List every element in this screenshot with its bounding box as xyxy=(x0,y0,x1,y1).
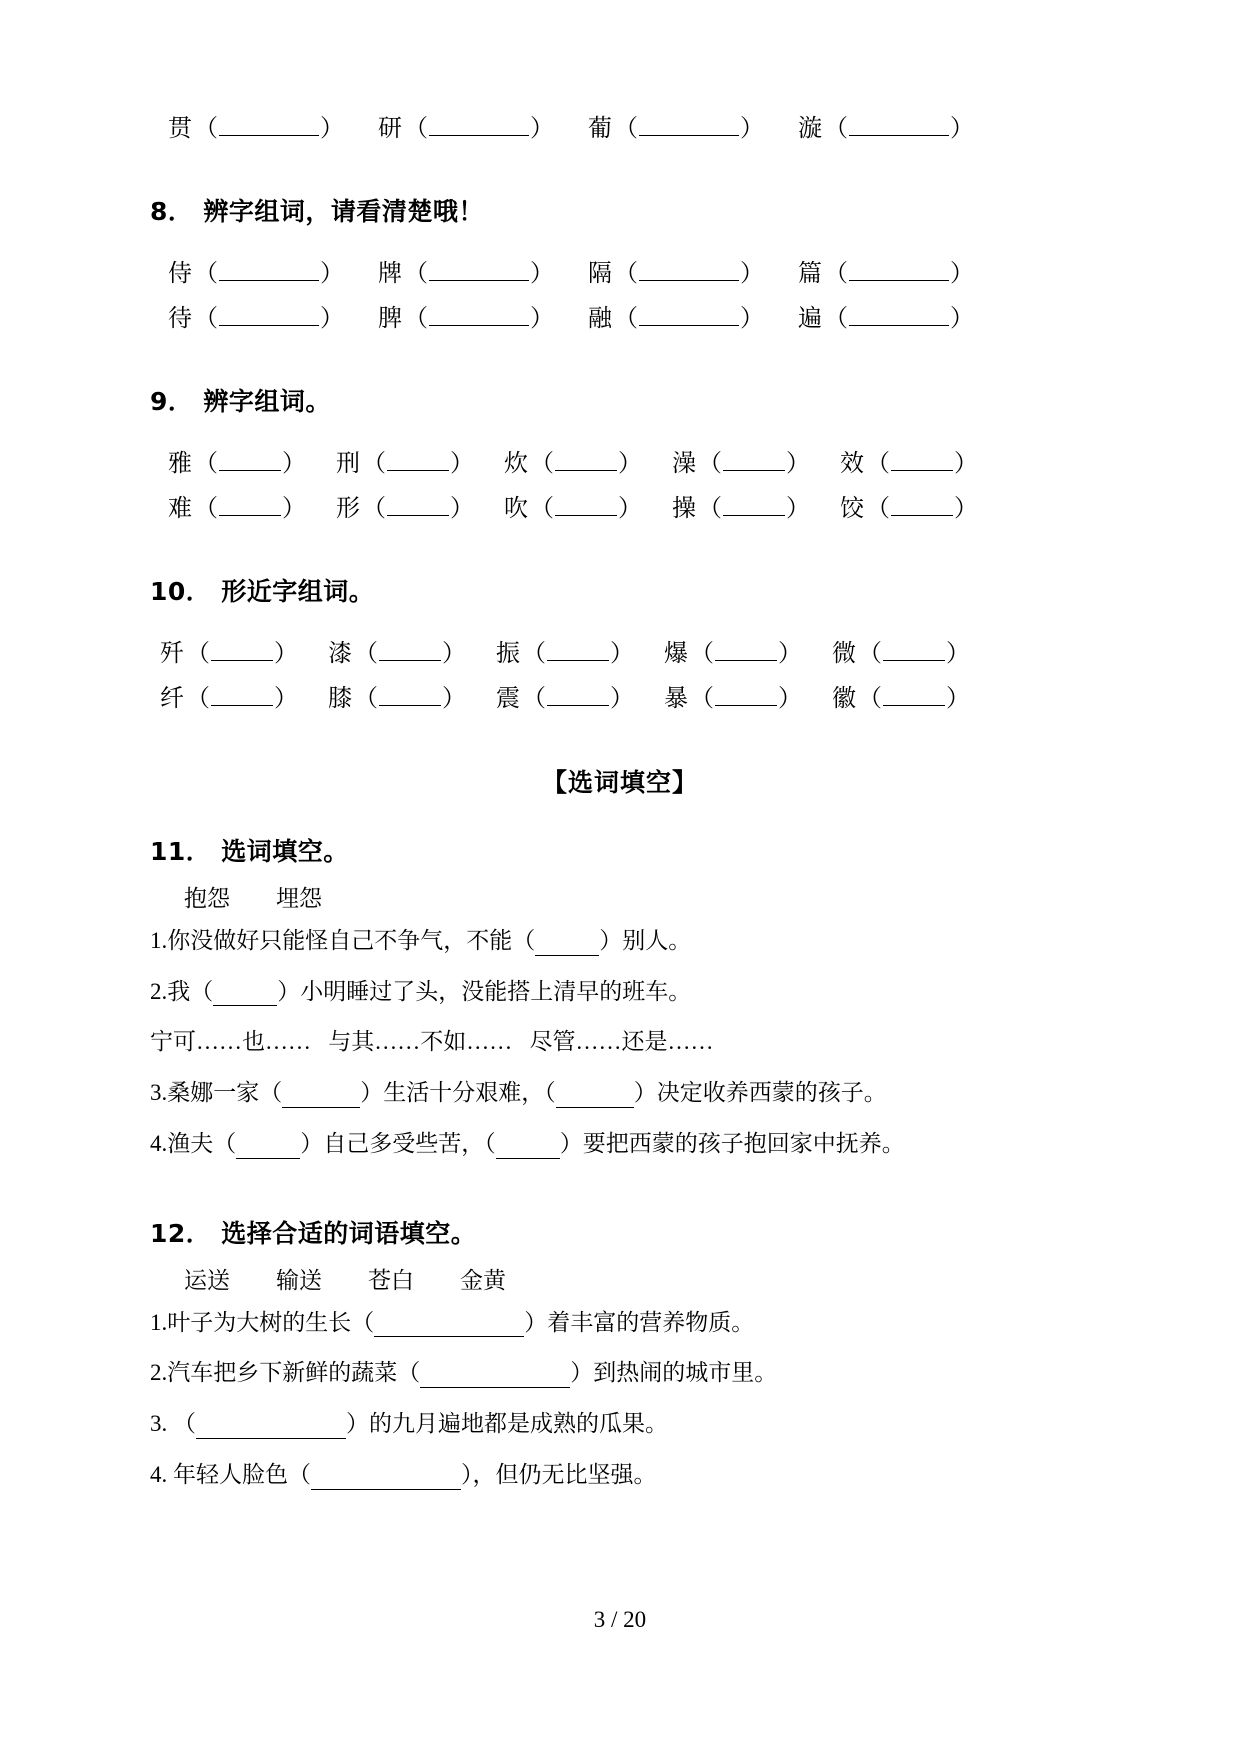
q11-word-bank-1: 抱怨 埋怨 xyxy=(184,886,322,912)
char-blank-cell xyxy=(336,490,474,521)
q12-sentence-3-pre: 3. （ xyxy=(150,1411,196,1437)
answer-blank[interactable] xyxy=(211,680,273,706)
answer-blank[interactable] xyxy=(547,680,609,706)
bracket-open: （ xyxy=(354,685,378,712)
answer-blank[interactable] xyxy=(496,1135,560,1159)
bracket-open: （ xyxy=(824,116,848,143)
q11-sentence-2-post: ）小明睡过了头，没能搭上清早的班车。 xyxy=(277,978,692,1004)
char-glyph: 难 xyxy=(168,495,192,522)
bracket-close: ） xyxy=(530,306,554,333)
q12-sentence-3 xyxy=(150,1410,1090,1439)
q12-sentence-4 xyxy=(150,1461,1090,1490)
char-blank-cell xyxy=(336,445,474,476)
answer-blank[interactable] xyxy=(556,1084,634,1108)
question-8-title xyxy=(150,193,1090,231)
answer-blank[interactable] xyxy=(219,300,319,326)
bracket-open: （ xyxy=(362,495,386,522)
q11-sentence-2 xyxy=(150,978,1090,1007)
char-blank-cell xyxy=(504,445,642,476)
char-glyph: 微 xyxy=(832,640,856,667)
answer-blank[interactable] xyxy=(639,300,739,326)
char-glyph: 研 xyxy=(378,116,402,143)
q11-sentence-3-post: ）决定收养西蒙的孩子。 xyxy=(633,1080,887,1106)
answer-blank[interactable] xyxy=(429,255,529,281)
answer-blank[interactable] xyxy=(374,1313,524,1337)
answer-blank[interactable] xyxy=(311,1466,461,1490)
question-11-text: 选词填空。 xyxy=(221,836,349,866)
bracket-open: （ xyxy=(404,116,428,143)
char-blank-cell xyxy=(588,300,764,331)
char-glyph: 牌 xyxy=(378,260,402,287)
char-blank-cell xyxy=(832,634,970,665)
char-glyph: 脾 xyxy=(378,306,402,333)
bracket-open: （ xyxy=(522,685,546,712)
q12-sentence-3-post: ）的九月遍地都是成熟的瓜果。 xyxy=(346,1411,668,1437)
q11-sentence-4 xyxy=(150,1130,1090,1159)
bracket-open: （ xyxy=(362,450,386,477)
bracket-open: （ xyxy=(866,450,890,477)
answer-blank[interactable] xyxy=(891,490,953,516)
answer-blank[interactable] xyxy=(535,932,599,956)
q12-sentence-1 xyxy=(150,1309,1090,1338)
bracket-close: ） xyxy=(950,306,974,333)
char-blank-cell xyxy=(798,300,974,331)
bracket-close: ） xyxy=(954,495,978,522)
answer-blank[interactable] xyxy=(219,445,281,471)
q12-word-bank: 运送 输送 苍白 金黄 xyxy=(184,1268,506,1294)
bracket-open: （ xyxy=(404,260,428,287)
answer-blank[interactable] xyxy=(219,110,319,136)
char-glyph: 操 xyxy=(672,495,696,522)
bracket-close: ） xyxy=(530,116,554,143)
char-glyph: 融 xyxy=(588,306,612,333)
bracket-open: （ xyxy=(186,640,210,667)
question-10-number: 10． xyxy=(150,576,212,606)
answer-blank[interactable] xyxy=(891,445,953,471)
answer-blank[interactable] xyxy=(883,634,945,660)
answer-blank[interactable] xyxy=(849,110,949,136)
char-blank-cell xyxy=(798,255,974,286)
answer-blank[interactable] xyxy=(420,1364,570,1388)
char-glyph: 漆 xyxy=(328,640,352,667)
bracket-close: ） xyxy=(786,450,810,477)
char-glyph: 漩 xyxy=(798,116,822,143)
bracket-close: ） xyxy=(950,116,974,143)
char-blank-cell xyxy=(328,680,466,711)
char-glyph: 暴 xyxy=(664,685,688,712)
char-blank-cell xyxy=(672,490,810,521)
char-blank-cell xyxy=(168,445,306,476)
question-11-number: 11． xyxy=(150,836,212,866)
char-glyph: 侍 xyxy=(168,260,192,287)
bracket-close: ） xyxy=(618,450,642,477)
answer-blank[interactable] xyxy=(282,1084,360,1108)
bracket-close: ） xyxy=(954,450,978,477)
char-blank-cell xyxy=(496,634,634,665)
char-blank-cell xyxy=(664,680,802,711)
bracket-close: ） xyxy=(778,640,802,667)
char-blank-cell xyxy=(378,110,554,141)
bracket-close: ） xyxy=(274,640,298,667)
bracket-close: ） xyxy=(530,260,554,287)
char-glyph: 歼 xyxy=(160,640,184,667)
bracket-open: （ xyxy=(690,685,714,712)
answer-blank[interactable] xyxy=(213,982,277,1006)
char-glyph: 饺 xyxy=(840,495,864,522)
q11-sentence-4-post: ）要把西蒙的孩子抱回家中抚养。 xyxy=(559,1130,905,1156)
bracket-close: ） xyxy=(442,640,466,667)
bracket-close: ） xyxy=(450,495,474,522)
bracket-close: ） xyxy=(282,495,306,522)
bracket-open: （ xyxy=(404,306,428,333)
q12-sentence-1-pre: 1.叶子为大树的生长（ xyxy=(150,1309,375,1335)
bracket-open: （ xyxy=(858,685,882,712)
answer-blank[interactable] xyxy=(196,1415,346,1439)
q9-row-1 xyxy=(168,445,1090,476)
char-glyph: 遍 xyxy=(798,306,822,333)
bracket-open: （ xyxy=(530,495,554,522)
bracket-open: （ xyxy=(690,640,714,667)
bracket-open: （ xyxy=(866,495,890,522)
answer-blank[interactable] xyxy=(379,680,441,706)
q12-sentence-2 xyxy=(150,1359,1090,1388)
answer-blank[interactable] xyxy=(219,490,281,516)
q11-sentence-3-mid: ）生活十分艰难，（ xyxy=(360,1080,556,1106)
bracket-open: （ xyxy=(194,306,218,333)
answer-blank[interactable] xyxy=(723,490,785,516)
char-glyph: 雅 xyxy=(168,450,192,477)
q12-sentence-4-pre: 4. 年轻人脸色（ xyxy=(150,1461,311,1487)
char-glyph: 篇 xyxy=(798,260,822,287)
char-blank-cell xyxy=(378,255,554,286)
char-blank-cell xyxy=(840,445,978,476)
bracket-open: （ xyxy=(614,306,638,333)
q10-row-1 xyxy=(160,634,1090,665)
question-10-text: 形近字组词。 xyxy=(221,576,375,606)
answer-blank[interactable] xyxy=(555,445,617,471)
answer-blank[interactable] xyxy=(849,300,949,326)
bracket-open: （ xyxy=(824,306,848,333)
q8-row-2 xyxy=(168,300,1090,331)
char-blank-cell xyxy=(160,680,298,711)
char-blank-cell xyxy=(832,680,970,711)
char-glyph: 爆 xyxy=(664,640,688,667)
answer-blank[interactable] xyxy=(387,490,449,516)
char-glyph: 膝 xyxy=(328,685,352,712)
char-glyph: 待 xyxy=(168,306,192,333)
bracket-open: （ xyxy=(194,116,218,143)
section-header-xuanci-tiankong: 【选词填空】 xyxy=(541,767,698,797)
q11-sentence-1 xyxy=(150,927,1090,956)
answer-blank[interactable] xyxy=(236,1135,300,1159)
char-glyph: 吹 xyxy=(504,495,528,522)
bracket-close: ） xyxy=(618,495,642,522)
bracket-close: ） xyxy=(786,495,810,522)
char-glyph: 振 xyxy=(496,640,520,667)
char-blank-cell xyxy=(378,300,554,331)
question-12-title xyxy=(150,1215,1090,1253)
bracket-close: ） xyxy=(320,116,344,143)
bracket-open: （ xyxy=(824,260,848,287)
char-glyph: 徽 xyxy=(832,685,856,712)
bracket-close: ） xyxy=(946,685,970,712)
q8-row-1 xyxy=(168,255,1090,286)
q12-sentence-4-post: ），但仍无比坚强。 xyxy=(461,1461,657,1487)
answer-blank[interactable] xyxy=(639,255,739,281)
bracket-close: ） xyxy=(740,260,764,287)
q11-word-bank-2: 宁可……也…… 与其……不如…… 尽管……还是…… xyxy=(150,1029,714,1055)
q11-sentence-4-pre: 4.渔夫（ xyxy=(150,1130,237,1156)
bracket-close: ） xyxy=(610,640,634,667)
question-12-text: 选择合适的词语填空。 xyxy=(221,1218,477,1248)
char-blank-cell xyxy=(672,445,810,476)
char-blank-cell xyxy=(798,110,974,141)
char-glyph: 澡 xyxy=(672,450,696,477)
answer-blank[interactable] xyxy=(639,110,739,136)
bracket-close: ） xyxy=(274,685,298,712)
char-blank-cell xyxy=(168,490,306,521)
bracket-open: （ xyxy=(194,450,218,477)
answer-blank[interactable] xyxy=(387,445,449,471)
bracket-close: ） xyxy=(610,685,634,712)
bracket-open: （ xyxy=(858,640,882,667)
bracket-open: （ xyxy=(194,260,218,287)
bracket-open: （ xyxy=(194,495,218,522)
answer-blank[interactable] xyxy=(715,634,777,660)
char-blank-cell xyxy=(168,110,344,141)
bracket-close: ） xyxy=(282,450,306,477)
q11-sentence-3 xyxy=(150,1079,1090,1108)
q11-sentence-1-post: ）别人。 xyxy=(599,927,692,953)
bracket-close: ） xyxy=(442,685,466,712)
char-blank-cell xyxy=(588,255,764,286)
answer-blank[interactable] xyxy=(547,634,609,660)
char-glyph: 贯 xyxy=(168,116,192,143)
answer-blank[interactable] xyxy=(429,300,529,326)
char-glyph: 隔 xyxy=(588,260,612,287)
bracket-close: ） xyxy=(320,306,344,333)
q10-row-2 xyxy=(160,680,1090,711)
q11-sentence-3-pre: 3.桑娜一家（ xyxy=(150,1080,283,1106)
bracket-open: （ xyxy=(186,685,210,712)
question-9-title xyxy=(150,383,1090,421)
bracket-open: （ xyxy=(614,116,638,143)
question-8-number: 8． xyxy=(150,197,194,227)
answer-blank[interactable] xyxy=(715,680,777,706)
bracket-open: （ xyxy=(698,450,722,477)
q12-sentence-1-post: ）着丰富的营养物质。 xyxy=(524,1309,755,1335)
char-glyph: 纤 xyxy=(160,685,184,712)
question-10-title xyxy=(150,573,1090,611)
question-9-number: 9． xyxy=(150,387,194,417)
q11-sentence-4-mid: ）自己多受些苦，（ xyxy=(300,1130,496,1156)
bracket-close: ） xyxy=(740,306,764,333)
bracket-close: ） xyxy=(450,450,474,477)
answer-blank[interactable] xyxy=(849,255,949,281)
char-blank-cell xyxy=(328,634,466,665)
bracket-open: （ xyxy=(530,450,554,477)
answer-blank[interactable] xyxy=(883,680,945,706)
bracket-open: （ xyxy=(354,640,378,667)
char-glyph: 效 xyxy=(840,450,864,477)
q12-sentence-2-post: ）到热闹的城市里。 xyxy=(570,1360,778,1386)
question-12-number: 12． xyxy=(150,1218,212,1248)
bracket-close: ） xyxy=(320,260,344,287)
char-blank-cell xyxy=(168,255,344,286)
bracket-open: （ xyxy=(698,495,722,522)
carryover-char-row xyxy=(168,110,1090,141)
char-blank-cell xyxy=(160,634,298,665)
char-blank-cell xyxy=(588,110,764,141)
answer-blank[interactable] xyxy=(211,634,273,660)
question-11-title xyxy=(150,833,1090,871)
answer-blank[interactable] xyxy=(379,634,441,660)
page-number-footer: 3 / 20 xyxy=(593,1607,647,1632)
char-glyph: 形 xyxy=(336,495,360,522)
question-8-text: 辨字组词，请看清楚哦！ xyxy=(203,197,484,227)
answer-blank[interactable] xyxy=(429,110,529,136)
char-blank-cell xyxy=(664,634,802,665)
bracket-close: ） xyxy=(946,640,970,667)
char-blank-cell xyxy=(840,490,978,521)
bracket-close: ） xyxy=(740,116,764,143)
answer-blank[interactable] xyxy=(723,445,785,471)
char-glyph: 炊 xyxy=(504,450,528,477)
question-9-text: 辨字组词。 xyxy=(203,387,331,417)
bracket-close: ） xyxy=(778,685,802,712)
q12-sentence-2-pre: 2.汽车把乡下新鲜的蔬菜（ xyxy=(150,1360,421,1386)
answer-blank[interactable] xyxy=(219,255,319,281)
char-glyph: 葡 xyxy=(588,116,612,143)
bracket-close: ） xyxy=(950,260,974,287)
char-blank-cell xyxy=(496,680,634,711)
char-blank-cell xyxy=(168,300,344,331)
q11-sentence-2-pre: 2.我（ xyxy=(150,978,214,1004)
char-glyph: 刑 xyxy=(336,450,360,477)
char-glyph: 震 xyxy=(496,685,520,712)
bracket-open: （ xyxy=(522,640,546,667)
answer-blank[interactable] xyxy=(555,490,617,516)
q11-sentence-1-pre: 1.你没做好只能怪自己不争气，不能（ xyxy=(150,927,536,953)
bracket-open: （ xyxy=(614,260,638,287)
q9-row-2 xyxy=(168,490,1090,521)
char-blank-cell xyxy=(504,490,642,521)
